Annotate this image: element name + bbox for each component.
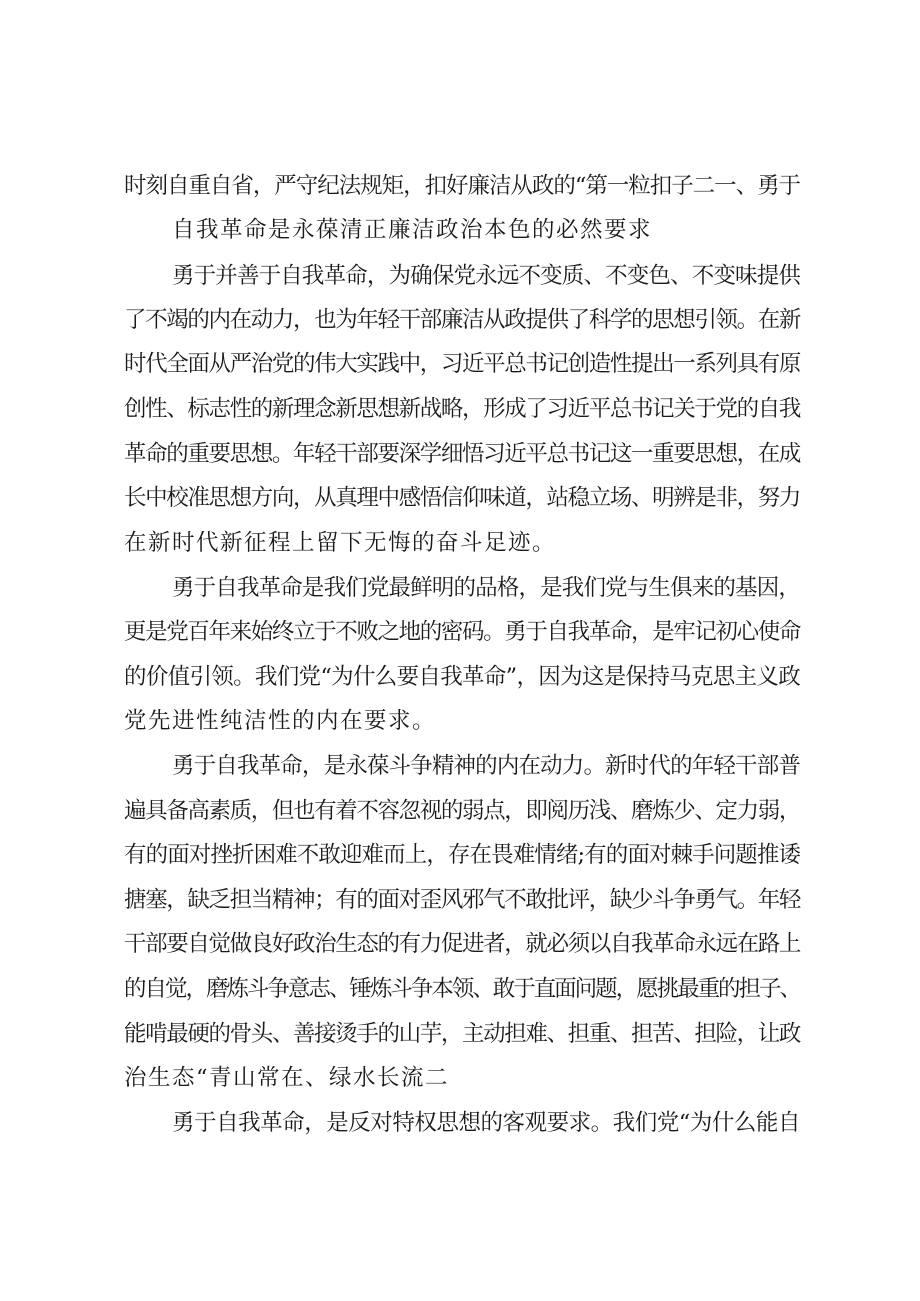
text-line: 党先进性纯洁性的内在要求。 [124, 708, 437, 734]
text-line: 时代全面从严治党的伟大实践中，习近平总书记创造性提出一系列具有原 [124, 351, 801, 377]
text-line: 搪塞，缺乏担当精神；有的面对歪风邪气不敢批评，缺少斗争勇气。年轻 [124, 887, 801, 913]
text-line: 勇于自我革命，是永葆斗争精神的内在动力。新时代的年轻干部普 [172, 753, 801, 779]
text-line: 的自觉，磨炼斗争意志、锤炼斗争本领、敢于直面问题，愿挑最重的担子、 [124, 976, 801, 1002]
text-line: 治生态“青山常在、绿水长流二 [124, 1065, 450, 1091]
text-line: 长中校准思想方向，从真理中感悟信仰味道，站稳立场、明辨是非，努力 [124, 485, 801, 511]
text-line: 勇于并善于自我革命，为确保党永远不变质、不变色、不变味提供 [172, 263, 801, 289]
text-line: 勇于自我革命是我们党最鲜明的品格，是我们党与生俱来的基因， [172, 575, 801, 601]
text-line: 勇于自我革命，是反对特权思想的客观要求。我们党“为什么能自 [172, 1110, 801, 1136]
text-line: 有的面对挫折困难不敢迎难而上，存在畏难情绪;有的面对棘手问题推诿 [124, 842, 801, 868]
text-line: 革命的重要思想。年轻干部要深学细悟习近平总书记这一重要思想，在成 [124, 441, 801, 467]
text-line: 了不竭的内在动力，也为年轻干部廉洁从政提供了科学的思想引领。在新 [124, 307, 801, 333]
text-line: 更是党百年来始终立于不败之地的密码。勇于自我革命，是牢记初心使命 [124, 619, 801, 645]
text-line: 时刻自重自省，严守纪法规矩，扣好廉洁从政的“第一粒扣子二一、勇于 [124, 173, 801, 199]
text-line: 遍具备高素质，但也有着不容忽视的弱点，即阅历浅、磨炼少、定力弱， [124, 798, 801, 824]
text-line: 能啃最硬的骨头、善接烫手的山芋，主动担难、担重、担苦、担险，让政 [124, 1021, 801, 1047]
text-line: 干部要自觉做良好政治生态的有力促进者，就必须以自我革命永远在路上 [124, 931, 801, 957]
text-line: 的价值引领。我们党“为什么要自我革命”，因为这是保持马克思主义政 [124, 664, 801, 690]
text-line: 自我革命是永葆清正廉洁政治本色的必然要求 [172, 217, 653, 243]
text-line: 创性、标志性的新理念新思想新战略，形成了习近平总书记关于党的自我 [124, 396, 801, 422]
text-line: 在新时代新征程上留下无悔的奋斗足迹。 [124, 530, 557, 556]
